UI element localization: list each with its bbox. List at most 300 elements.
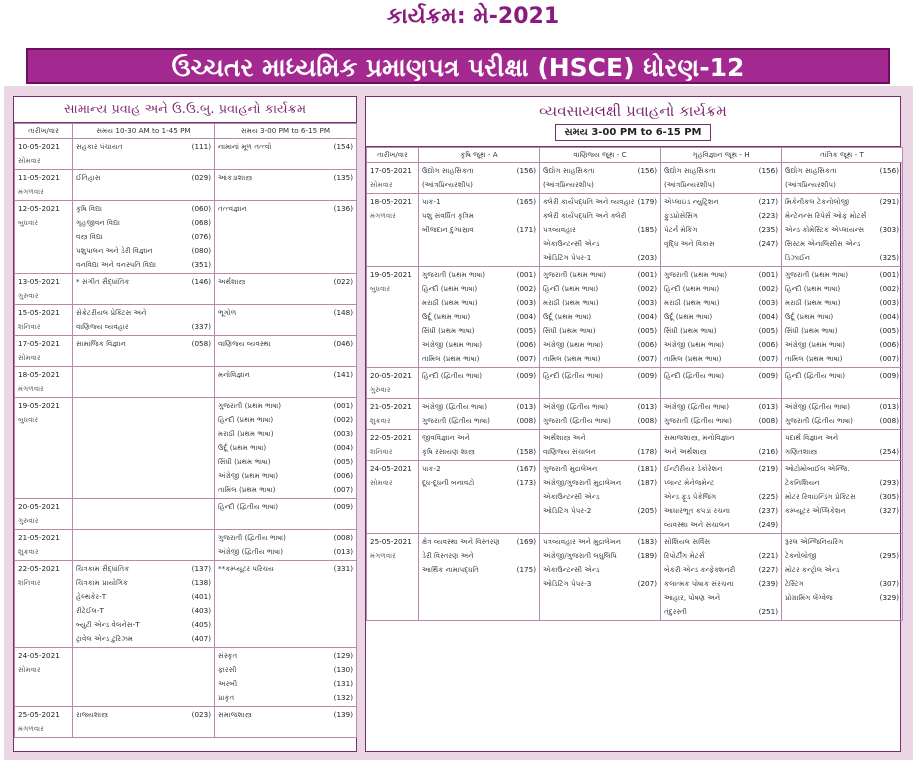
subject-code: (003) xyxy=(333,429,353,438)
subject-name: ગુજરાતી મુદ્રાલેખન xyxy=(543,464,598,473)
subject-code: (007) xyxy=(879,354,899,363)
subject-code: (004) xyxy=(333,443,353,452)
subject-code: (219) xyxy=(758,464,778,473)
exam-day: ગુરુવાર xyxy=(18,516,39,525)
col-date: તારીખ/વાર xyxy=(15,124,73,139)
subject-name: મોટર કન્ટ્રોલ એન્ડ xyxy=(785,565,840,574)
subject-cell xyxy=(215,707,357,738)
exam-day: બુધવાર xyxy=(370,284,391,293)
exam-date: 22-05-2021 xyxy=(18,564,60,573)
subject-cell xyxy=(540,368,661,399)
subject-code: (158) xyxy=(516,447,536,456)
subject-line xyxy=(218,455,353,469)
vocational-stream-panel xyxy=(365,96,901,752)
subject-cell xyxy=(215,561,357,648)
subject-line xyxy=(422,414,536,428)
subject-code: (156) xyxy=(758,166,778,175)
subject-name: રિપોર્ટીંગ મેટર્સ xyxy=(664,551,705,560)
subject-line xyxy=(218,171,353,185)
subject-cell xyxy=(73,336,215,367)
subject-name: ગુજરાતી (દ્વિતીય ભાષા) xyxy=(785,416,853,425)
date-cell xyxy=(15,530,73,561)
subject-code: (175) xyxy=(516,565,536,574)
subject-name: બીજદાન દુગ્ધસ્રાવ xyxy=(422,225,474,234)
subject-code: (141) xyxy=(333,370,353,379)
subject-name: ચિત્રકામ પ્રાયોગિક xyxy=(76,578,129,587)
subject-code: (005) xyxy=(637,326,657,335)
subject-cell xyxy=(782,194,903,267)
subject-code: (251) xyxy=(758,607,778,616)
subject-name: સિંધી (પ્રથમ ભાષા) xyxy=(218,457,271,466)
exam-date: 11-05-2021 xyxy=(18,173,60,182)
subject-line xyxy=(664,352,778,366)
subject-code: (076) xyxy=(191,232,211,241)
subject-line xyxy=(543,563,657,577)
subject-cell xyxy=(419,399,540,430)
subject-line xyxy=(664,605,778,619)
subject-name: ક્ષેત્ર વ્યવસ્થા અને વિસ્તરણ xyxy=(422,537,500,546)
subject-code: (325) xyxy=(879,253,899,262)
subject-name: અંગ્રેજી/ગુજરાતી મુદ્રાલેખન xyxy=(543,478,622,487)
subject-code: (001) xyxy=(879,270,899,279)
col-date: તારીખ/વાર xyxy=(367,148,419,163)
exam-day: બુધવાર xyxy=(18,415,39,424)
subject-line xyxy=(785,476,899,490)
subject-cell xyxy=(419,163,540,194)
exam-date: 19-05-2021 xyxy=(18,401,60,410)
subject-line xyxy=(785,563,899,577)
exam-day: મંગળવાર xyxy=(370,211,396,220)
exam-day: સોમવાર xyxy=(370,180,393,189)
vocational-stream-table xyxy=(366,147,903,621)
subject-cell xyxy=(215,530,357,561)
subject-line xyxy=(218,306,353,320)
subject-line xyxy=(422,563,536,577)
subject-name: વનવિદ્યા અને વનસ્પતિ વિદ્યા xyxy=(76,260,156,269)
subject-line xyxy=(664,369,778,383)
subject-name: તામિલ (પ્રથમ ભાષા) xyxy=(218,485,276,494)
subject-name: અંગ્રેજી (પ્રથમ ભાષા) xyxy=(422,340,483,349)
subject-name: ઉદ્યોગ સાહસિકતા xyxy=(422,166,474,175)
table-row xyxy=(15,499,357,530)
subject-name: * સંગીત સૈદ્ધાંતિક xyxy=(76,277,130,286)
subject-name: મનોવિજ્ઞાન xyxy=(218,370,251,379)
subject-name: સિંધી (પ્રથમ ભાષા) xyxy=(422,326,475,335)
subject-name: સિંધી (પ્રથમ ભાષા) xyxy=(664,326,717,335)
subject-name: ઓડિટિંગ પેપર-1 xyxy=(543,253,592,262)
subject-code: (225) xyxy=(758,492,778,501)
exam-day: સોમવાર xyxy=(18,156,41,165)
subject-line xyxy=(543,400,657,414)
subject-code: (002) xyxy=(516,284,536,293)
subject-name: એપ્લાઇડ ન્યુટ્રિશન xyxy=(664,197,719,206)
subject-name: અંગ્રેજી/ગુજરાતી લઘુલિપિ xyxy=(543,551,617,560)
subject-code: (139) xyxy=(333,710,353,719)
subject-cell xyxy=(540,267,661,368)
subject-line xyxy=(664,268,778,282)
subject-code: (111) xyxy=(191,142,211,151)
subject-line xyxy=(785,296,899,310)
subject-name: જીવવિજ્ઞાન અને xyxy=(422,433,471,442)
subject-line xyxy=(543,251,657,265)
subject-code: (022) xyxy=(333,277,353,286)
subject-code: (006) xyxy=(333,471,353,480)
subject-line xyxy=(664,164,778,178)
subject-line xyxy=(76,244,211,258)
table-row xyxy=(15,530,357,561)
subject-code: (156) xyxy=(637,166,657,175)
subject-code: (138) xyxy=(191,578,211,587)
subject-line xyxy=(422,164,536,178)
col-group-a: કૃષિ જૂથ - A xyxy=(419,148,540,163)
date-cell xyxy=(15,398,73,499)
subject-name: તામિલ (પ્રથમ ભાષા) xyxy=(543,354,601,363)
subject-name: રાજ્યશાસ્ત્ર xyxy=(76,710,109,719)
subject-line xyxy=(664,490,778,504)
subject-name: અર્થશાસ્ત્ર xyxy=(218,277,246,286)
subject-name: **કમ્પ્યૂટર પરિચય xyxy=(218,564,275,573)
subject-cell xyxy=(661,534,782,621)
subject-line xyxy=(422,338,536,352)
subject-name: હિન્દી (દ્વિતીય ભાષા) xyxy=(785,371,846,380)
subject-name: એકાઉન્ટન્સી એન્ડ xyxy=(543,239,600,248)
subject-line xyxy=(218,483,353,497)
subject-cell xyxy=(419,267,540,368)
subject-line xyxy=(76,258,211,272)
subject-code: (002) xyxy=(879,284,899,293)
exam-day: ગુરુવાર xyxy=(18,291,39,300)
subject-name: અર્થશાસ્ત્ર અને xyxy=(543,433,586,442)
subject-code: (058) xyxy=(191,339,211,348)
subject-line xyxy=(218,202,353,216)
subject-line xyxy=(664,591,778,605)
subject-name: હિન્દી (પ્રથમ ભાષા) xyxy=(664,284,720,293)
general-stream-panel xyxy=(13,96,357,752)
subject-cell xyxy=(782,163,903,194)
subject-code: (295) xyxy=(879,551,899,560)
subject-line xyxy=(422,549,536,563)
subject-code: (129) xyxy=(333,651,353,660)
subject-code: (137) xyxy=(191,564,211,573)
subject-cell xyxy=(215,274,357,305)
exam-date: 24-05-2021 xyxy=(18,651,60,660)
subject-code: (008) xyxy=(879,416,899,425)
subject-code: (006) xyxy=(879,340,899,349)
exam-date: 17-05-2021 xyxy=(18,339,60,348)
subject-code: (329) xyxy=(879,593,899,602)
date-cell xyxy=(15,499,73,530)
subject-line xyxy=(422,476,536,490)
subject-code: (132) xyxy=(333,693,353,702)
subject-cell xyxy=(661,430,782,461)
table-row xyxy=(15,707,357,738)
subject-code: (005) xyxy=(879,326,899,335)
subject-code: (173) xyxy=(516,478,536,487)
subject-cell xyxy=(215,170,357,201)
subject-name: પશુપાલન અને ડેરી વિજ્ઞાન xyxy=(76,246,153,255)
subject-code: (005) xyxy=(758,326,778,335)
subject-line xyxy=(76,275,211,289)
subject-line xyxy=(218,545,353,559)
subject-name: ડિઝાઈન xyxy=(785,253,811,262)
subject-line xyxy=(543,504,657,518)
subject-name: ટેક્નોલોજી xyxy=(785,551,817,560)
subject-line xyxy=(543,310,657,324)
table-row xyxy=(15,201,357,274)
subject-code: (305) xyxy=(879,492,899,501)
subject-code: (254) xyxy=(879,447,899,456)
subject-name: વાણિજ્ય વ્યવસ્થા xyxy=(218,339,271,348)
subject-name: રીટેઈલ-T xyxy=(76,606,104,615)
date-cell xyxy=(367,534,419,621)
subject-line xyxy=(785,310,899,324)
subject-name: આહાર, પોષણ અને xyxy=(664,593,721,602)
subject-line xyxy=(664,549,778,563)
subject-line xyxy=(664,296,778,310)
date-cell xyxy=(15,201,73,274)
subject-code: (146) xyxy=(191,277,211,286)
subject-name: ડેરી વિસ્તરણ અને xyxy=(422,551,474,560)
subject-code: (237) xyxy=(758,506,778,515)
subject-line xyxy=(785,577,899,591)
subject-code: (001) xyxy=(516,270,536,279)
subject-line xyxy=(218,427,353,441)
subject-cell xyxy=(782,267,903,368)
subject-name: કૃષિ રસાયણ શાસ્ત્ર xyxy=(422,447,476,456)
subject-name: વૃદ્ધિ અને વિકાસ xyxy=(664,239,715,248)
subject-line xyxy=(76,708,211,722)
subject-name: મિકેનીકલ ટેકનોલોજી xyxy=(785,197,850,206)
subject-line xyxy=(76,590,211,604)
subject-line xyxy=(422,178,536,192)
subject-name: પત્રવ્યવહાર xyxy=(543,225,576,234)
subject-line xyxy=(76,230,211,244)
subject-name: ગુજરાતી (દ્વિતીય ભાષા) xyxy=(543,416,611,425)
subject-name: અંગ્રેજી (પ્રથમ ભાષા) xyxy=(543,340,604,349)
exam-date: 19-05-2021 xyxy=(370,270,412,279)
subject-code: (178) xyxy=(637,447,657,456)
subject-line xyxy=(664,209,778,223)
exam-day: શનિવાર xyxy=(18,322,41,331)
subject-name: આંકડાશાસ્ત્ર xyxy=(218,173,253,182)
subject-name: ગુજરાતી (પ્રથમ ભાષા) xyxy=(785,270,849,279)
subject-name: વ્યવસ્થા અને સંચાલન xyxy=(664,520,730,529)
subject-cell xyxy=(540,430,661,461)
date-cell xyxy=(15,648,73,707)
subject-name: ઉર્દૂ (પ્રથમ ભાષા) xyxy=(664,312,713,321)
subject-name: ક્લેરી કાર્યપદ્ધતિ અને ક્લેરી xyxy=(543,211,627,220)
subject-name: ઉર્દૂ (પ્રથમ ભાષા) xyxy=(422,312,471,321)
subject-name: વાણિજ્ય સંચાલન xyxy=(543,447,596,456)
subject-line xyxy=(422,431,536,445)
table-row xyxy=(367,430,903,461)
subject-cell xyxy=(661,399,782,430)
subject-cell xyxy=(215,499,357,530)
subject-name: અંગ્રેજી (પ્રથમ ભાષા) xyxy=(785,340,846,349)
subject-cell xyxy=(419,430,540,461)
subject-line xyxy=(785,591,899,605)
subject-line xyxy=(422,310,536,324)
subject-name: અંગ્રેજી (દ્વિતીય ભાષા) xyxy=(543,402,608,411)
subject-cell xyxy=(73,499,215,530)
subject-name: ફારસી xyxy=(218,665,237,674)
subject-cell xyxy=(661,461,782,534)
subject-name: પ્રોગ્રામિંગ લેંગ્વેજ xyxy=(785,593,833,602)
subject-line xyxy=(785,369,899,383)
col-group-c: વાણિજ્ય જૂથ - C xyxy=(540,148,661,163)
subject-line xyxy=(664,504,778,518)
subject-line xyxy=(785,549,899,563)
schedule-title: કાર્યક્રમ: મે-2021 xyxy=(386,4,560,29)
subject-line xyxy=(664,223,778,237)
subject-line xyxy=(785,195,899,209)
subject-cell xyxy=(782,430,903,461)
subject-line xyxy=(785,324,899,338)
subject-code: (006) xyxy=(637,340,657,349)
subject-line xyxy=(785,338,899,352)
subject-code: (005) xyxy=(333,457,353,466)
subject-code: (401) xyxy=(191,592,211,601)
exam-day: સોમવાર xyxy=(370,478,393,487)
subject-line xyxy=(422,296,536,310)
subject-name: ઓડિટિંગ પેપર-2 xyxy=(543,506,592,515)
date-cell xyxy=(15,305,73,336)
subject-code: (165) xyxy=(516,197,536,206)
subject-code: (002) xyxy=(637,284,657,293)
subject-code: (303) xyxy=(879,225,899,234)
subject-name: મેન્ટેનન્સ રિપેર્સ ઓફ મોટર્સ xyxy=(785,211,867,220)
subject-line xyxy=(785,251,899,265)
subject-line xyxy=(785,178,899,192)
subject-name: પત્રવ્યવહાર અને મુદ્રાલેખન xyxy=(543,537,622,546)
subject-line xyxy=(664,237,778,251)
subject-line xyxy=(218,140,353,154)
subject-code: (060) xyxy=(191,204,211,213)
subject-cell xyxy=(215,398,357,499)
subject-code: (156) xyxy=(516,166,536,175)
subject-line xyxy=(785,237,899,251)
subject-line xyxy=(422,223,536,237)
subject-name: અંગ્રેજી (દ્વિતીય ભાષા) xyxy=(218,547,283,556)
subject-code: (235) xyxy=(758,225,778,234)
subject-name: ઓટોમોબાઈલ એન્જિ. xyxy=(785,464,850,473)
subject-name: સેક્રેટરીયલ પ્રેક્ટિસ અને xyxy=(76,308,147,317)
subject-line xyxy=(785,268,899,282)
subject-code: (239) xyxy=(758,579,778,588)
subject-code: (008) xyxy=(333,533,353,542)
exam-day: બુધવાર xyxy=(18,218,39,227)
subject-name: ઉદ્યોગ સાહસિકતા xyxy=(543,166,595,175)
date-cell xyxy=(15,274,73,305)
subject-code: (351) xyxy=(191,260,211,269)
subject-line xyxy=(785,164,899,178)
subject-name: મરાઠી (પ્રથમ ભાષા) xyxy=(664,298,720,307)
subject-code: (207) xyxy=(637,579,657,588)
subject-cell xyxy=(540,163,661,194)
subject-line xyxy=(76,632,211,646)
subject-line xyxy=(664,563,778,577)
subject-cell xyxy=(661,267,782,368)
subject-code: (008) xyxy=(516,416,536,425)
subject-line xyxy=(664,518,778,532)
subject-cell xyxy=(73,201,215,274)
subject-line xyxy=(664,282,778,296)
general-stream-table xyxy=(14,123,357,738)
subject-name: (આંત્રપ્રિન્યરશીપ) xyxy=(785,180,836,189)
subject-line xyxy=(543,209,657,223)
subject-cell xyxy=(661,368,782,399)
subject-line xyxy=(664,178,778,192)
subject-code: (007) xyxy=(516,354,536,363)
table-row xyxy=(15,648,357,707)
subject-name: પદાર્થ વિજ્ઞાન અને xyxy=(785,433,839,442)
subject-name: બેકરી એન્ડ કન્ફેક્શનરી xyxy=(664,565,736,574)
subject-code: (003) xyxy=(879,298,899,307)
date-cell xyxy=(15,170,73,201)
subject-line xyxy=(76,576,211,590)
vocational-stream-title: વ્યવસાયલક્ષી પ્રવાહનો કાર્યક્રમ xyxy=(539,102,727,120)
subject-name: (આંત્રપ્રિન્યરશીપ) xyxy=(664,180,715,189)
subject-code: (307) xyxy=(879,579,899,588)
subject-cell xyxy=(215,139,357,170)
subject-code: (148) xyxy=(333,308,353,317)
exam-date: 25-05-2021 xyxy=(370,537,412,546)
table-row xyxy=(367,267,903,368)
subject-name: ચિત્રકામ સૈદ્ધાંતિક xyxy=(76,564,130,573)
subject-cell xyxy=(782,368,903,399)
subject-name: ક્લેરી કાર્યપદ્ધતિ અને વ્યવહાર xyxy=(543,197,635,206)
subject-line xyxy=(664,338,778,352)
subject-name: ટ્રાવેલ એન્ડ ટુરિઝમ xyxy=(76,634,134,643)
subject-name: ગુજરાતી (દ્વિતીય ભાષા) xyxy=(218,533,286,542)
subject-line xyxy=(543,431,657,445)
subject-line xyxy=(543,414,657,428)
col-group-h: ગૃહવિજ્ઞાન જૂથ - H xyxy=(661,148,782,163)
subject-code: (004) xyxy=(516,312,536,321)
table-row xyxy=(367,163,903,194)
subject-name: સહકાર પંચાયત xyxy=(76,142,123,151)
subject-cell xyxy=(419,534,540,621)
exam-date: 24-05-2021 xyxy=(370,464,412,473)
subject-line xyxy=(785,414,899,428)
subject-name: મરાઠી (પ્રથમ ભાષા) xyxy=(543,298,599,307)
subject-line xyxy=(218,441,353,455)
subject-code: (013) xyxy=(516,402,536,411)
subject-name: સમાજશાસ્ત્ર xyxy=(218,710,252,719)
subject-code: (291) xyxy=(879,197,899,206)
subject-code: (013) xyxy=(333,547,353,556)
subject-line xyxy=(218,275,353,289)
subject-code: (009) xyxy=(516,371,536,380)
exam-date: 13-05-2021 xyxy=(18,277,60,286)
exam-date: 17-05-2021 xyxy=(370,166,412,175)
subject-name: કૃષિ વિદ્યા xyxy=(76,204,102,213)
subject-name: કલાત્મક પોષાક સંરચના xyxy=(664,579,734,588)
subject-code: (167) xyxy=(516,464,536,473)
subject-name: ગુજરાતી (દ્વિતીય ભાષા) xyxy=(422,416,490,425)
subject-name: તામિલ (પ્રથમ ભાષા) xyxy=(785,354,843,363)
col-afternoon: સમય 3-00 PM to 6-15 PM xyxy=(215,124,357,139)
subject-line xyxy=(785,223,899,237)
subject-code: (227) xyxy=(758,565,778,574)
subject-line xyxy=(785,445,899,459)
subject-cell xyxy=(215,305,357,336)
subject-code: (331) xyxy=(333,564,353,573)
exam-date: 21-05-2021 xyxy=(18,533,60,542)
exam-day: મંગળવાર xyxy=(370,551,396,560)
subject-code: (130) xyxy=(333,665,353,674)
subject-line xyxy=(543,338,657,352)
